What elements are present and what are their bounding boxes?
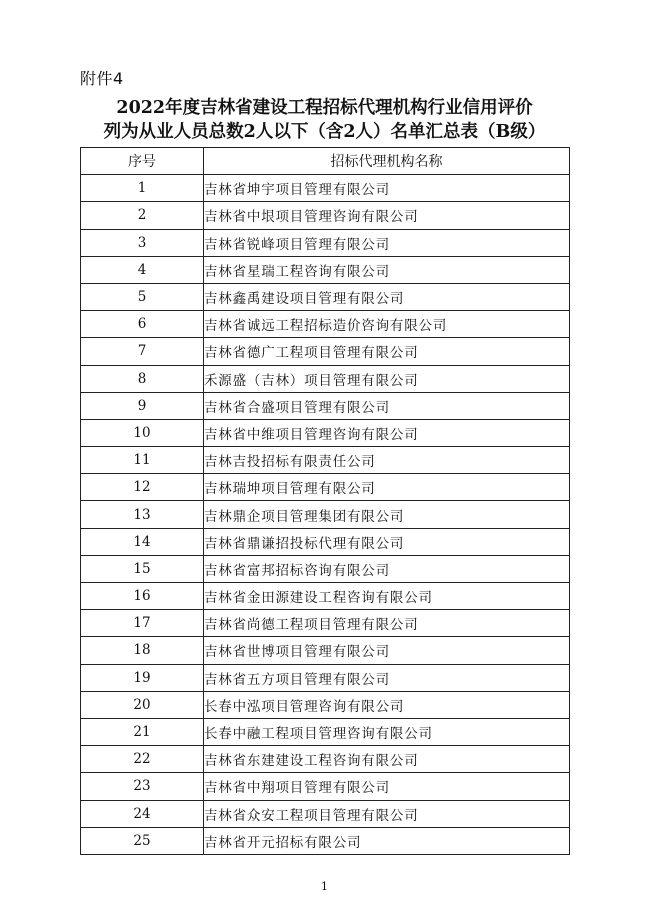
agency-name: 吉林瑞坤项目管理有限公司 xyxy=(204,474,570,501)
table-row xyxy=(81,365,570,392)
agency-name: 吉林省星瑞工程咨询有限公司 xyxy=(204,256,570,283)
agency-name: 长春中融工程项目管理咨询有限公司 xyxy=(204,718,570,745)
table-row xyxy=(81,691,570,718)
agency-name: 吉林省金田源建设工程咨询有限公司 xyxy=(204,583,570,610)
document-title-line-2: 列为从业人员总数2人以下（含2人）名单汇总表（B级） xyxy=(103,122,546,142)
table-row xyxy=(81,338,570,365)
table-row xyxy=(81,229,570,256)
row-number: 7 xyxy=(81,338,204,365)
table-row xyxy=(81,447,570,474)
table-row xyxy=(81,474,570,501)
row-number: 9 xyxy=(81,392,204,419)
row-number: 16 xyxy=(81,583,204,610)
row-number: 3 xyxy=(81,229,204,256)
agency-name: 吉林省合盛项目管理有限公司 xyxy=(204,392,570,419)
table-row xyxy=(81,718,570,745)
row-number: 10 xyxy=(81,419,204,446)
agency-name: 吉林省众安工程项目管理有限公司 xyxy=(204,800,570,827)
row-number: 14 xyxy=(81,528,204,555)
row-number: 24 xyxy=(81,800,204,827)
table-row xyxy=(81,610,570,637)
agency-name: 吉林省德广工程项目管理有限公司 xyxy=(204,338,570,365)
agency-name: 吉林省世博项目管理有限公司 xyxy=(204,637,570,664)
table-row xyxy=(81,555,570,582)
agency-name: 吉林省中翔项目管理有限公司 xyxy=(204,773,570,800)
table-row xyxy=(81,283,570,310)
table-row xyxy=(81,202,570,229)
agency-table xyxy=(80,147,570,855)
agency-name: 吉林省中维项目管理咨询有限公司 xyxy=(204,419,570,446)
row-number: 11 xyxy=(81,447,204,474)
table-header-row xyxy=(81,148,570,175)
agency-name: 吉林鑫禹建设项目管理有限公司 xyxy=(204,283,570,310)
table-row xyxy=(81,664,570,691)
header-agency-name: 招标代理机构名称 xyxy=(204,148,570,175)
row-number: 5 xyxy=(81,283,204,310)
agency-name: 吉林省开元招标有限公司 xyxy=(204,827,570,854)
row-number: 6 xyxy=(81,311,204,338)
header-serial-number: 序号 xyxy=(81,148,204,175)
agency-name: 吉林省东建建设工程咨询有限公司 xyxy=(204,746,570,773)
table-row xyxy=(81,392,570,419)
row-number: 2 xyxy=(81,202,204,229)
row-number: 18 xyxy=(81,637,204,664)
row-number: 1 xyxy=(81,175,204,202)
table-row xyxy=(81,419,570,446)
page-number: 1 xyxy=(321,880,328,893)
agency-name: 吉林省锐峰项目管理有限公司 xyxy=(204,229,570,256)
agency-name: 吉林省中垠项目管理咨询有限公司 xyxy=(204,202,570,229)
agency-name: 吉林吉投招标有限责任公司 xyxy=(204,447,570,474)
row-number: 8 xyxy=(81,365,204,392)
row-number: 21 xyxy=(81,718,204,745)
row-number: 25 xyxy=(81,827,204,854)
table-row xyxy=(81,311,570,338)
agency-name: 吉林省五方项目管理有限公司 xyxy=(204,664,570,691)
table-row xyxy=(81,637,570,664)
attachment-label: 附件4 xyxy=(80,69,124,88)
table-row xyxy=(81,528,570,555)
table-row xyxy=(81,583,570,610)
row-number: 17 xyxy=(81,610,204,637)
row-number: 22 xyxy=(81,746,204,773)
row-number: 15 xyxy=(81,555,204,582)
row-number: 19 xyxy=(81,664,204,691)
agency-name: 吉林省坤宇项目管理有限公司 xyxy=(204,175,570,202)
table-row xyxy=(81,175,570,202)
agency-name: 吉林省鼎谦招投标代理有限公司 xyxy=(204,528,570,555)
table-row xyxy=(81,800,570,827)
row-number: 12 xyxy=(81,474,204,501)
agency-name: 长春中泓项目管理咨询有限公司 xyxy=(204,691,570,718)
table-row xyxy=(81,773,570,800)
row-number: 4 xyxy=(81,256,204,283)
table-row xyxy=(81,501,570,528)
agency-name: 吉林鼎企项目管理集团有限公司 xyxy=(204,501,570,528)
table-row xyxy=(81,827,570,854)
agency-name: 禾源盛（吉林）项目管理有限公司 xyxy=(204,365,570,392)
row-number: 20 xyxy=(81,691,204,718)
row-number: 13 xyxy=(81,501,204,528)
table-row xyxy=(81,256,570,283)
document-title-line-1: 2022年度吉林省建设工程招标代理机构行业信用评价 xyxy=(116,98,533,118)
agency-name: 吉林省富邦招标咨询有限公司 xyxy=(204,555,570,582)
row-number: 23 xyxy=(81,773,204,800)
agency-name: 吉林省尚德工程项目管理有限公司 xyxy=(204,610,570,637)
table-row xyxy=(81,746,570,773)
agency-name: 吉林省诚远工程招标造价咨询有限公司 xyxy=(204,311,570,338)
